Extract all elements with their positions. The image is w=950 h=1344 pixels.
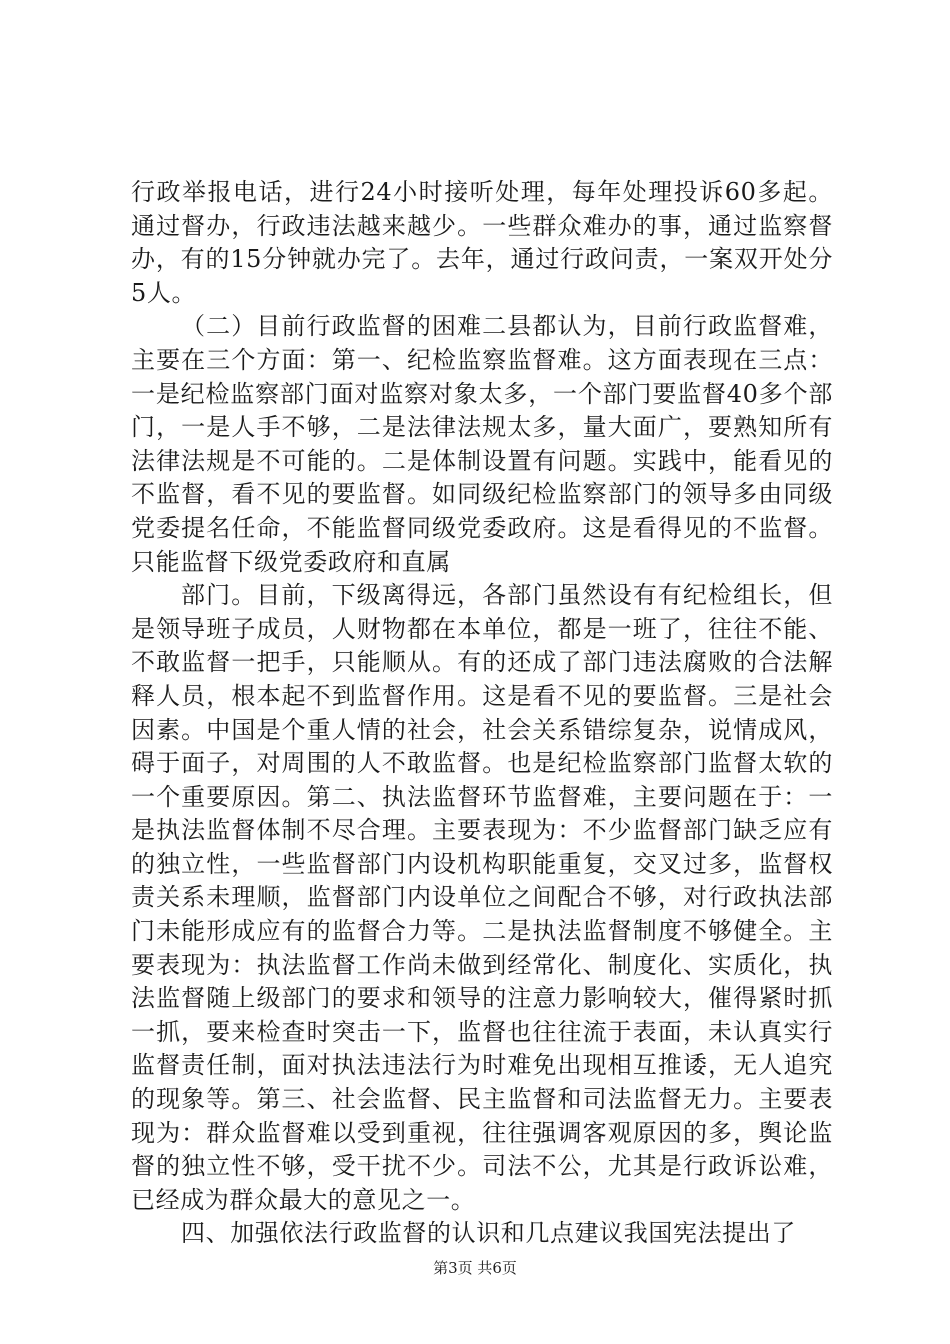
- paragraph-2: （二）目前行政监督的困难二县都认为，目前行政监督难，主要在三个方面：第一、纪检监察监督难。这方面表现在三点：一是纪检监察部门面对监察对象太多，一个部门要监督40多个部门，一是人手不够，二是法律法规太多，量大面广，要熟知所有法律法规是不可能的。二是体制设置有问题。实践中，能看见的不监督，看不见的要监督。如同级纪检监察部门的领导多由同级党委提名任命，不能监督同级党委政府。这是看得见的不监督。只能监督下级党委政府和直属: [131, 312, 833, 576]
- document-body: [131, 176, 833, 1251]
- page-number-footer: 第3页 共6页: [433, 1259, 517, 1277]
- paragraph-3: 部门。目前，下级离得远，各部门虽然设有有纪检组长，但是领导班子成员，人财物都在本单位，都是一班了，往往不能、不敢监督一把手，只能顺从。有的还成了部门违法腐败的合法解释人员，根本起不到监督作用。这是看不见的要监督。三是社会因素。中国是个重人情的社会，社会关系错综复杂，说情成风，碍于面子，对周围的人不敢监督。也是纪检监察部门监督太软的一个重要原因。第二、执法监督环节监督难，主要问题在于：一是执法监督体制不尽合理。主要表现为：不少监督部门缺乏应有的独立性，一些监督部门内设机构职能重复，交叉过多，监督权责关系未理顺，监督部门内设单位之间配合不够，对行政执法部门未能形成应有的监督合力等。二是执法监督制度不够健全。主要表现为：执法监督工作尚未做到经常化、制度化、实质化，执法监督随上级部门的要求和领导的注意力影响较大，催得紧时抓一抓，要来检查时突击一下，监督也往往流于表面，未认真实行监督责任制，面对执法违法行为时难免出现相互推诿，无人追究的现象等。第三、社会监督、民主监督和司法监督无力。主要表现为：群众监督难以受到重视，往往强调客观原因的多，舆论监督的独立性不够，受干扰不少。司法不公，尤其是行政诉讼难，已经成为群众最大的意见之一。: [131, 581, 833, 1214]
- paragraph-1: 行政举报电话，进行24小时接听处理，每年处理投诉60多起。通过督办，行政违法越来越少。一些群众难办的事，通过监察督办，有的15分钟就办完了。去年，通过行政问责，一案双开处分5人。: [131, 178, 833, 307]
- paragraph-4: 四、加强依法行政监督的认识和几点建议我国宪法提出了: [181, 1219, 796, 1248]
